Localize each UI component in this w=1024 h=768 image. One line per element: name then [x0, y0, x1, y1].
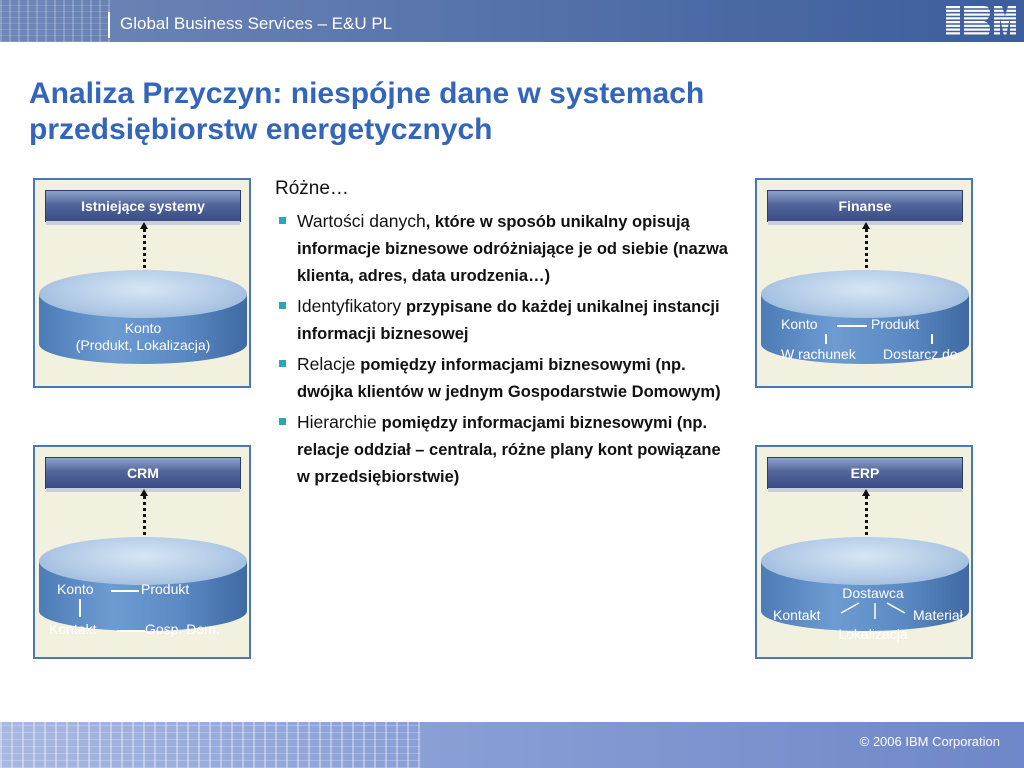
bullet-item: [275, 293, 735, 347]
connector-line: [117, 630, 145, 632]
connector-line: [931, 334, 933, 344]
database-cylinder: [761, 270, 969, 374]
bullet-term: Hierarchie: [297, 412, 382, 432]
panel-title: ERP: [850, 465, 880, 481]
cyl-label-a: Konto: [57, 581, 94, 597]
footer-pattern: [0, 722, 420, 768]
cylinder-top: [39, 270, 247, 318]
bullet-term: Wartości danych: [297, 211, 426, 231]
panel-title: Finanse: [838, 198, 892, 214]
database-cylinder: [39, 270, 247, 374]
bullet-item: [275, 208, 735, 289]
panel-erp: [755, 445, 973, 659]
bullet-term: Identyfikatory: [297, 296, 406, 316]
cylinder-top: [39, 537, 247, 585]
bullet-item: [275, 351, 735, 405]
panel-title: Istniejące systemy: [81, 198, 205, 214]
panel-crm: [33, 445, 251, 659]
copyright: © 2006 IBM Corporation: [859, 734, 1000, 749]
cyl-label-product-location: (Produkt, Lokalizacja): [75, 337, 211, 353]
bullet-item: [275, 409, 735, 490]
ibm-logo: [944, 6, 1016, 36]
database-cylinder: [761, 537, 969, 641]
panel-header: [45, 457, 241, 489]
cyl-label-c: Kontakt: [49, 621, 97, 637]
cyl-label-a: Dostawca: [842, 585, 904, 601]
cyl-label-c: W rachunek: [781, 346, 856, 362]
panel-finance: [755, 178, 973, 388]
content-area: [275, 178, 735, 494]
connector-line: [111, 590, 139, 592]
cyl-label-d: Lokalizacja: [838, 626, 908, 642]
relation-lines: [831, 597, 911, 621]
cyl-label-konto: Konto: [124, 320, 162, 336]
cylinder-top: [761, 537, 969, 585]
database-cylinder: [39, 537, 247, 641]
bullet-list: [275, 208, 735, 490]
cyl-label-d: Gosp. Dom.: [145, 621, 220, 637]
bullet-term: Relacje: [297, 354, 361, 374]
connector-line: [837, 325, 867, 327]
panel-title: CRM: [127, 465, 159, 481]
panel-header: [45, 190, 241, 222]
slide-title: Analiza Przyczyn: niespójne dane w systemach przedsiębiorstw energetycznych: [29, 77, 705, 146]
bullet-desc: , które w sposób unikalny opisują informacje biznesowe odróżniające je od siebie (nazwa klienta, adres, data urodzenia…): [297, 213, 728, 285]
bullet-desc: pomiędzy informacjami biznesowymi (np. dwójka klientów w jednym Gospodarstwie Domowym): [297, 356, 721, 401]
cyl-label-a: Konto: [781, 316, 818, 332]
cylinder-top: [761, 270, 969, 318]
panel-existing-systems: [33, 178, 251, 388]
cyl-label-c: Materiał: [913, 607, 963, 623]
header-separator: [108, 12, 110, 38]
cyl-label-d: Dostarcz do: [883, 346, 958, 362]
cyl-label-b: Produkt: [141, 581, 190, 597]
connector-line: [79, 599, 81, 617]
lead-text: Różne…: [275, 178, 349, 199]
cyl-label-b: Produkt: [871, 316, 920, 332]
bullet-desc: pomiędzy informacjami biznesowymi (np. relacje oddział – centrala, różne plany kont powiązane w przedsiębiorstwie): [297, 414, 721, 486]
footer-band: [0, 722, 1024, 768]
cyl-label-b: Kontakt: [773, 607, 821, 623]
panel-header: [767, 190, 963, 222]
bullet-desc: przypisane do każdej unikalnej instancji informacji biznesowej: [297, 298, 720, 343]
header-pattern: [0, 0, 110, 42]
connector-line: [825, 334, 827, 344]
header-title: Global Business Services – E&U PL: [120, 14, 393, 33]
header-band: [0, 0, 1024, 42]
panel-header: [767, 457, 963, 489]
